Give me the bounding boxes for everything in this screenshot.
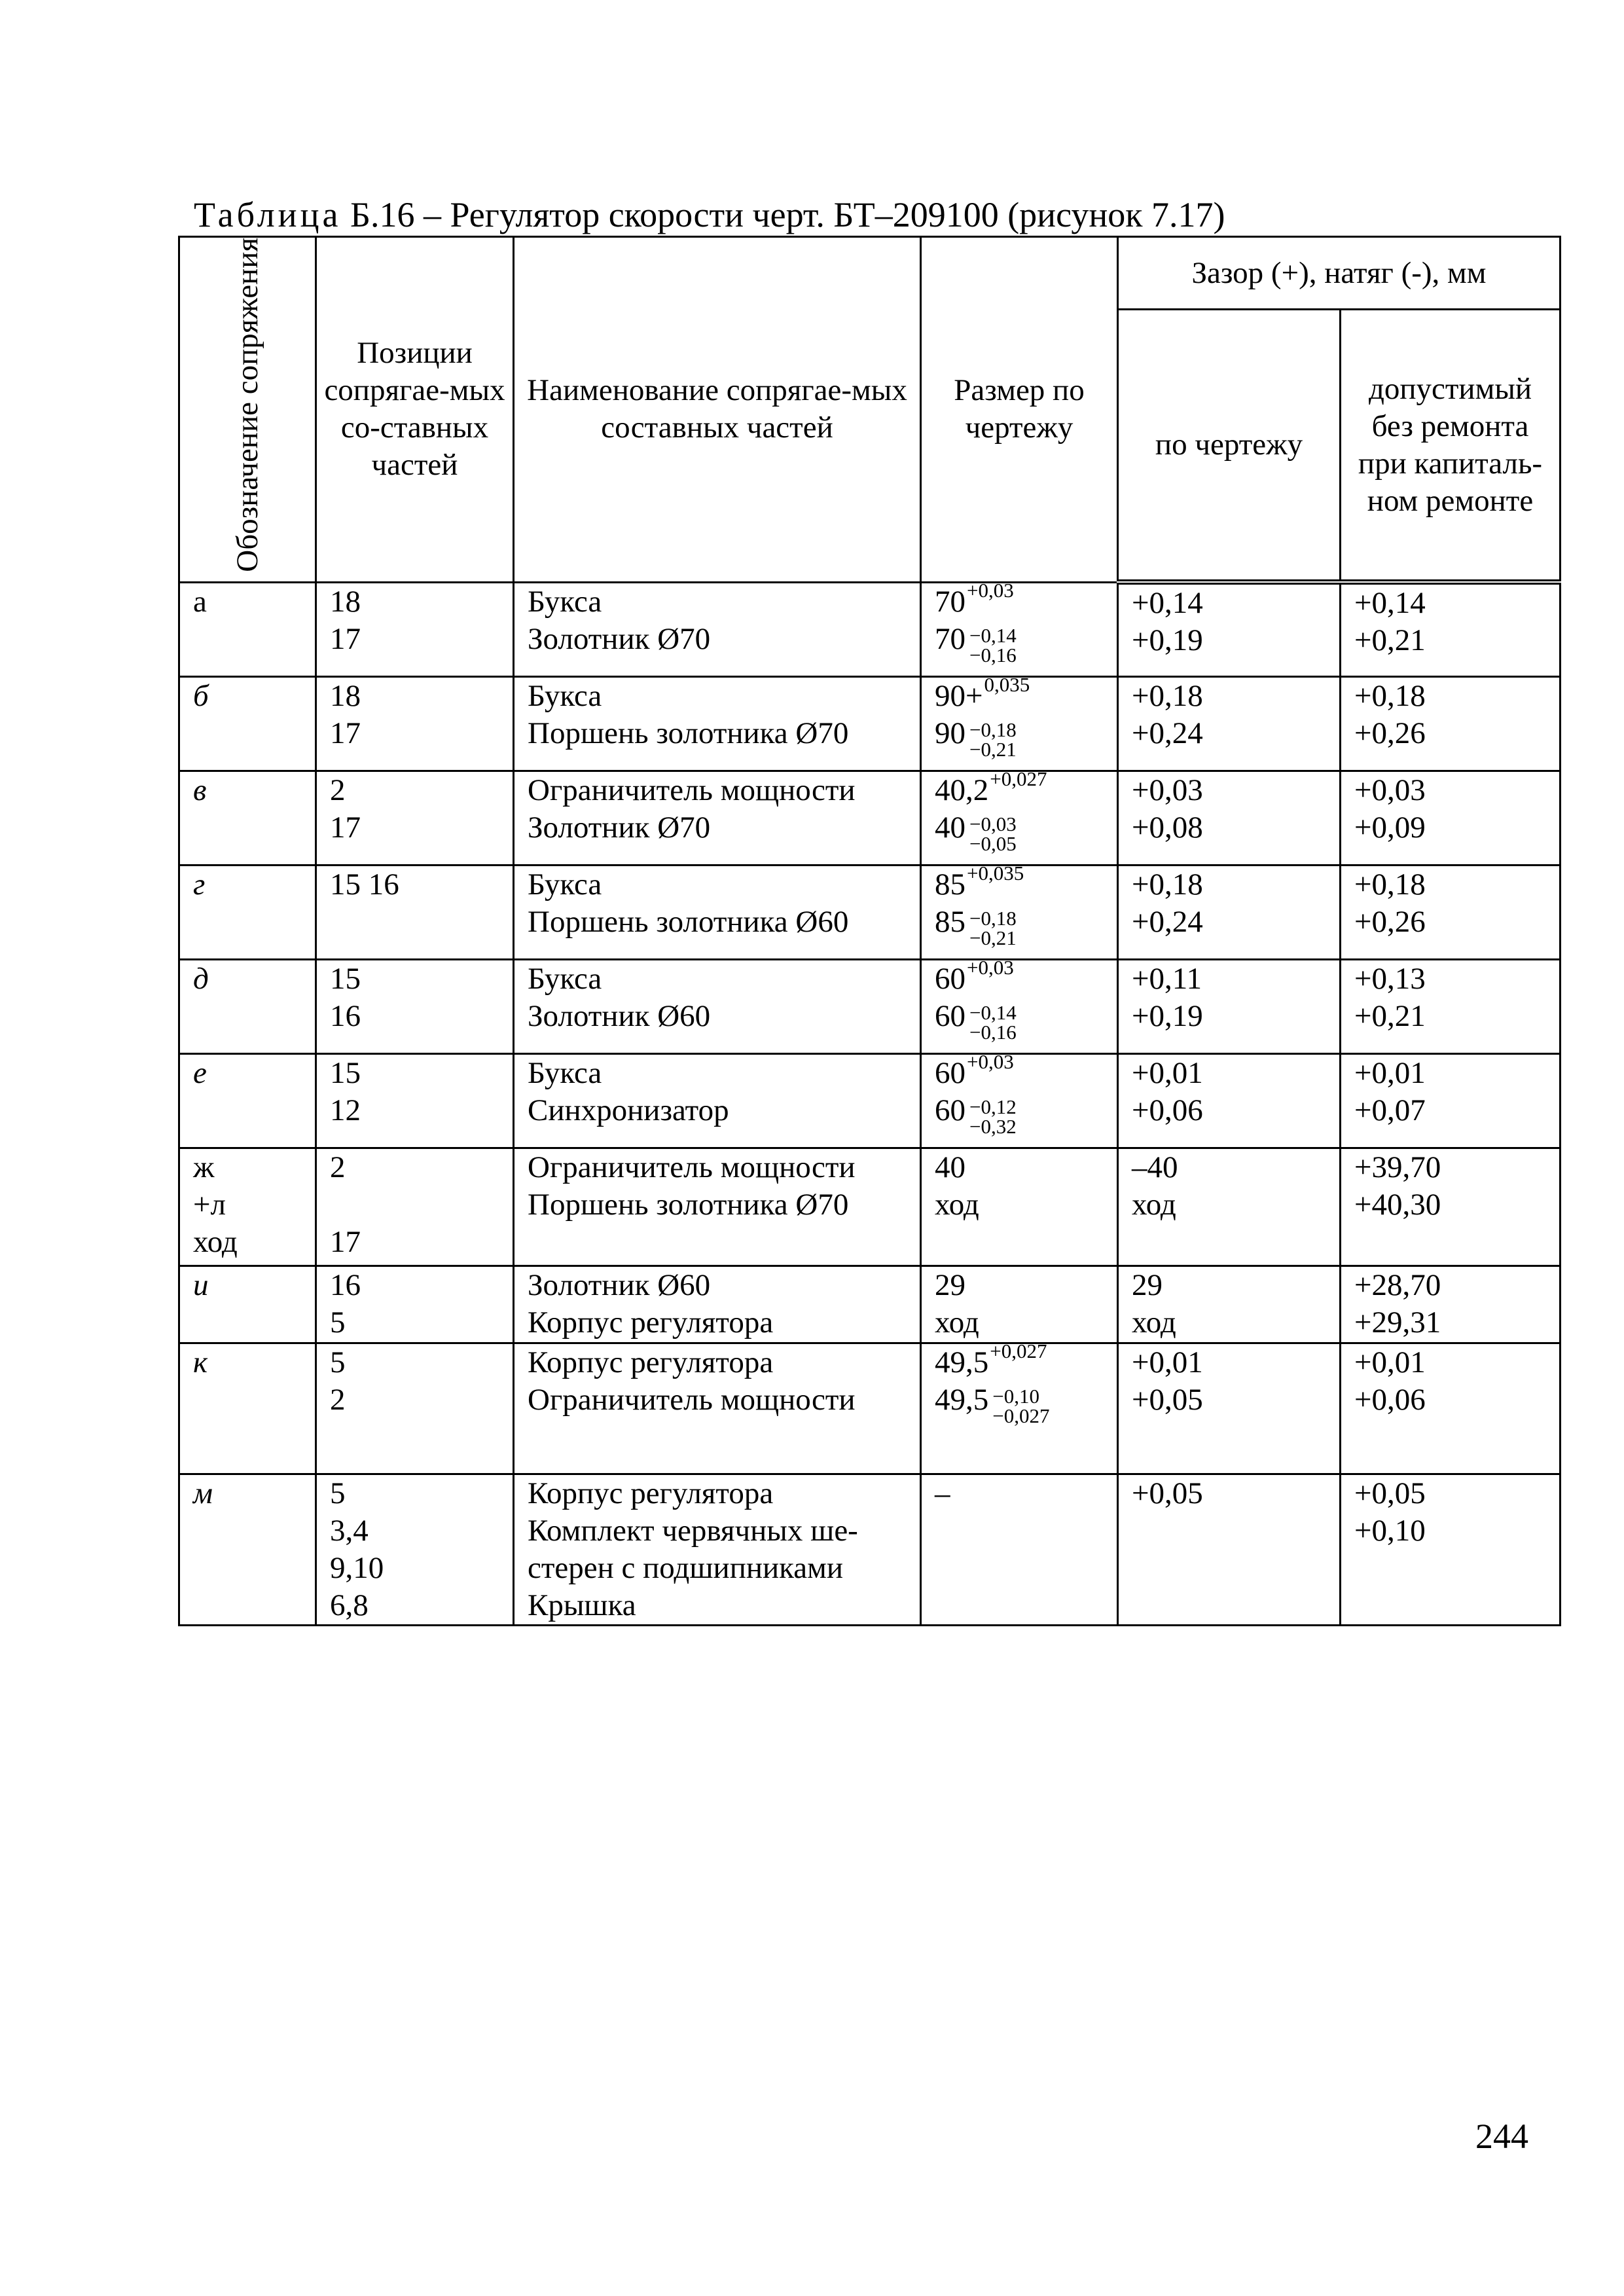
dimension: [935, 1092, 1117, 1138]
header-allowed: допустимый без ремонта при капиталь-ном ремонте: [1341, 310, 1561, 583]
allowed-cell-line: +39,70: [1354, 1150, 1441, 1184]
dimension-base: 90+: [935, 678, 983, 713]
allowed-cell: [1341, 582, 1561, 676]
per-drawing-cell-line: +0,05: [1132, 1476, 1203, 1510]
per-drawing-cell: [1118, 1148, 1341, 1266]
size-cell: [921, 1148, 1118, 1266]
size-cell: [921, 955, 1118, 1053]
positions-cell: [316, 582, 514, 676]
positions-cell-line: 17: [330, 716, 361, 750]
dimension-base: 85: [935, 867, 965, 902]
per-drawing-cell-line: +0,01: [1132, 1055, 1203, 1090]
tolerance-upper: −0,18: [969, 718, 1017, 741]
positions-cell-line: 6,8: [330, 1588, 369, 1622]
size-cell: [921, 1474, 1118, 1625]
positions-cell-line: 5: [330, 1305, 346, 1339]
name-cell: [514, 771, 921, 865]
table-row: [179, 1053, 1561, 1148]
allowed-cell-line: +0,26: [1354, 716, 1426, 750]
size-cell: [921, 1339, 1118, 1474]
per-drawing-cell-line: +0,19: [1132, 623, 1203, 658]
dimension: [935, 903, 1117, 949]
tolerance-range: [969, 906, 1017, 949]
dimension: [935, 861, 1117, 903]
allowed-cell-line: +0,03: [1354, 773, 1426, 807]
per-drawing-cell: [1118, 1343, 1341, 1474]
per-drawing-cell: [1118, 865, 1341, 959]
tolerance-lower: −0,027: [992, 1404, 1050, 1427]
tolerance-upper: +0,03: [967, 578, 1014, 602]
allowed-cell: [1341, 676, 1561, 771]
per-drawing-cell-line: 29: [1132, 1267, 1163, 1302]
header-size: Размер по чертежу: [921, 237, 1118, 583]
allowed-cell: [1341, 959, 1561, 1053]
designation-cell: [179, 676, 316, 771]
per-drawing-cell-line: +0,14: [1132, 586, 1203, 621]
name-cell-line: Букса: [528, 961, 602, 996]
name-cell-line: Поршень золотника Ø60: [528, 904, 849, 939]
tolerance-upper: −0,14: [969, 623, 1017, 647]
dimension-base: 70: [935, 621, 965, 656]
positions-cell-line: 17: [330, 1224, 361, 1259]
allowed-cell: [1341, 1148, 1561, 1266]
name-cell-line: Ограничитель мощности: [528, 1382, 856, 1417]
per-drawing-cell-line: +0,18: [1132, 678, 1203, 713]
name-cell-line: Золотник Ø60: [528, 998, 711, 1033]
positions-cell-line: 15: [330, 1055, 361, 1090]
allowed-cell-line: +0,21: [1354, 623, 1426, 658]
allowed-cell: [1341, 865, 1561, 959]
tolerance-lower: −0,21: [969, 926, 1017, 949]
per-drawing-cell: [1118, 1053, 1341, 1148]
allowed-cell-line: +0,01: [1354, 1345, 1426, 1379]
dimension-base: 49,5: [935, 1345, 989, 1379]
dimension: [935, 955, 1117, 998]
allowed-cell: [1341, 771, 1561, 865]
dimension-base: 49,5: [935, 1382, 989, 1417]
dimension-base: 60: [935, 1055, 965, 1090]
positions-cell-line: 15 16: [330, 867, 399, 902]
allowed-cell-line: +0,18: [1354, 867, 1426, 902]
designation-cell-line: е: [193, 1055, 207, 1090]
name-cell-line: Ограничитель мощности: [528, 773, 856, 807]
size-cell: [921, 578, 1118, 676]
allowed-cell-line: +40,30: [1354, 1187, 1441, 1222]
designation-cell-line: д: [193, 961, 209, 996]
per-drawing-cell: [1118, 771, 1341, 865]
positions-cell: [316, 1053, 514, 1148]
allowed-cell: [1341, 1053, 1561, 1148]
allowed-cell-line: +28,70: [1354, 1267, 1441, 1302]
dimension: [935, 1304, 1117, 1341]
name-cell-line: Букса: [528, 867, 602, 902]
designation-cell-line: в: [193, 773, 207, 807]
dimension-base: 90: [935, 716, 965, 750]
positions-cell-line: 16: [330, 1267, 361, 1302]
caption-word: Таблица: [194, 195, 342, 234]
positions-cell-line: 5: [330, 1476, 346, 1510]
table-row: [179, 1343, 1561, 1474]
per-drawing-cell: [1118, 959, 1341, 1053]
name-cell-line: стерен с подшипниками: [528, 1550, 844, 1585]
name-cell-line: Корпус регулятора: [528, 1476, 774, 1510]
positions-cell: [316, 865, 514, 959]
tolerance-upper: 0,035: [984, 672, 1030, 696]
mating-parts-table: [178, 236, 1561, 1626]
name-cell-line: Синхронизатор: [528, 1093, 729, 1127]
positions-cell-line: 9,10: [330, 1550, 384, 1585]
tolerance-range: [992, 1384, 1050, 1427]
designation-cell: [179, 1053, 316, 1148]
positions-cell-line: 2: [330, 1150, 346, 1184]
allowed-cell-line: +0,14: [1354, 586, 1426, 621]
designation-cell-line: м: [193, 1476, 213, 1510]
name-cell: [514, 865, 921, 959]
per-drawing-cell-line: ход: [1132, 1187, 1176, 1222]
per-drawing-cell-line: +0,24: [1132, 716, 1203, 750]
allowed-cell: [1341, 1266, 1561, 1343]
per-drawing-cell-line: +0,05: [1132, 1382, 1203, 1417]
positions-cell-line: 2: [330, 773, 346, 807]
dimension-base: 70: [935, 584, 965, 619]
tolerance-upper: −0,14: [969, 1000, 1017, 1024]
positions-cell-line: 5: [330, 1345, 346, 1379]
positions-cell-line: 16: [330, 998, 361, 1033]
designation-cell: [179, 1343, 316, 1474]
designation-cell-line: г: [193, 867, 206, 902]
table-row: [179, 1266, 1561, 1343]
tolerance-range: [969, 814, 1017, 854]
positions-cell: [316, 1148, 514, 1266]
designation-cell: [179, 582, 316, 676]
designation-cell: [179, 1266, 316, 1343]
allowed-cell: [1341, 1474, 1561, 1625]
allowed-cell-line: +0,05: [1354, 1476, 1426, 1510]
dimension-base: 40,2: [935, 773, 989, 807]
positions-cell-line: 12: [330, 1093, 361, 1127]
per-drawing-cell-line: +0,24: [1132, 904, 1203, 939]
dimension: [935, 1267, 1117, 1304]
dimension: [935, 1186, 1117, 1224]
dimension-base: 60: [935, 961, 965, 996]
positions-cell: [316, 1266, 514, 1343]
dimension: [935, 715, 1117, 761]
designation-cell-line: +л: [193, 1187, 226, 1222]
designation-cell: [179, 1474, 316, 1625]
name-cell-line: Комплект червячных ше-: [528, 1513, 858, 1548]
name-cell-line: Золотник Ø70: [528, 810, 711, 845]
name-cell-line: Крышка: [528, 1588, 636, 1622]
name-cell-line: Поршень золотника Ø70: [528, 716, 849, 750]
positions-cell: [316, 771, 514, 865]
dimension-base: 40: [935, 810, 965, 845]
tolerance-range: [969, 720, 1017, 759]
positions-cell-line: 15: [330, 961, 361, 996]
per-drawing-cell-line: +0,06: [1132, 1093, 1203, 1127]
tolerance-range: [969, 623, 1017, 666]
positions-cell: [316, 676, 514, 771]
tolerance-lower: −0,21: [969, 737, 1017, 761]
name-cell-line: Золотник Ø70: [528, 621, 711, 656]
name-cell-line: Золотник Ø60: [528, 1267, 711, 1302]
header-designation: Обозначение сопряжения: [179, 237, 316, 583]
tolerance-upper: +0,03: [967, 1049, 1014, 1073]
table-row: [179, 959, 1561, 1053]
table-row: [179, 1148, 1561, 1266]
allowed-cell-line: +0,01: [1354, 1055, 1426, 1090]
dimension-base: 85: [935, 904, 965, 939]
positions-cell-line: 17: [330, 810, 361, 845]
name-cell-line: Поршень золотника Ø70: [528, 1187, 849, 1222]
size-cell: [921, 1266, 1118, 1343]
tolerance-upper: +0,035: [967, 861, 1024, 884]
tolerance-lower: −0,05: [969, 831, 1017, 855]
allowed-cell-line: +0,18: [1354, 678, 1426, 713]
name-cell: [514, 676, 921, 771]
allowed-cell-line: +0,09: [1354, 810, 1426, 845]
designation-cell-line: ход: [193, 1224, 238, 1259]
size-cell: [921, 672, 1118, 771]
tolerance-upper: +0,03: [967, 955, 1014, 979]
positions-cell-line: 18: [330, 678, 361, 713]
tolerance-upper: +0,027: [990, 767, 1047, 790]
tolerance-lower: −0,16: [969, 1020, 1017, 1044]
designation-cell: [179, 771, 316, 865]
dimension-base: 29: [935, 1267, 965, 1302]
tolerance-upper: +0,027: [990, 1339, 1047, 1362]
size-cell: [921, 1049, 1118, 1148]
name-cell: [514, 1343, 921, 1474]
size-cell: [921, 861, 1118, 959]
dimension: [935, 578, 1117, 621]
designation-cell-line: б: [193, 678, 209, 713]
per-drawing-cell-line: +0,18: [1132, 867, 1203, 902]
positions-cell-line: 17: [330, 621, 361, 656]
name-cell: [514, 1474, 921, 1625]
positions-cell-line: 18: [330, 584, 361, 619]
name-cell: [514, 1053, 921, 1148]
dimension-base: ход: [935, 1305, 979, 1339]
per-drawing-cell-line: ход: [1132, 1305, 1176, 1339]
dimension: [935, 621, 1117, 666]
designation-cell: [179, 865, 316, 959]
dimension: [935, 1475, 1117, 1512]
positions-cell-line: [330, 1186, 513, 1224]
designation-cell: [179, 1148, 316, 1266]
name-cell: [514, 1148, 921, 1266]
dimension: [935, 767, 1117, 809]
name-cell: [514, 1266, 921, 1343]
tolerance-upper: −0,18: [969, 906, 1017, 930]
per-drawing-cell-line: +0,08: [1132, 810, 1203, 845]
per-drawing-cell: [1118, 676, 1341, 771]
dimension: [935, 1381, 1117, 1427]
header-positions: Позиции сопрягае-мых со-ставных частей: [316, 237, 514, 583]
per-drawing-cell-line: +0,19: [1132, 998, 1203, 1033]
per-drawing-cell: [1118, 1474, 1341, 1625]
per-drawing-cell: [1118, 582, 1341, 676]
tolerance-upper: −0,03: [969, 812, 1017, 835]
name-cell-line: Ограничитель мощности: [528, 1150, 856, 1184]
positions-cell-line: 2: [330, 1382, 346, 1417]
dimension-base: 60: [935, 1093, 965, 1127]
table-row: [179, 676, 1561, 771]
allowed-cell-line: +0,07: [1354, 1093, 1426, 1127]
tolerance-upper: −0,12: [969, 1095, 1017, 1118]
dimension: [935, 998, 1117, 1044]
designation-cell-line: а: [193, 584, 207, 619]
per-drawing-cell-line: –40: [1132, 1150, 1178, 1184]
per-drawing-cell-line: +0,11: [1132, 961, 1202, 996]
allowed-cell-line: +0,26: [1354, 904, 1426, 939]
table-row: [179, 582, 1561, 676]
allowed-cell-line: +0,21: [1354, 998, 1426, 1033]
positions-cell-line: 3,4: [330, 1513, 369, 1548]
tolerance-lower: −0,32: [969, 1114, 1017, 1138]
dimension-base: 60: [935, 998, 965, 1033]
positions-cell: [316, 1474, 514, 1625]
name-cell: [514, 582, 921, 676]
designation-cell-line: к: [193, 1345, 208, 1379]
tolerance-upper: −0,10: [992, 1384, 1039, 1408]
tolerance-range: [969, 1097, 1017, 1137]
table-caption: [194, 194, 1225, 236]
dimension: [935, 672, 1117, 715]
designation-cell-line: ж: [193, 1150, 215, 1184]
name-cell-line: Букса: [528, 584, 602, 619]
name-cell-line: Букса: [528, 678, 602, 713]
dimension-base: ход: [935, 1187, 979, 1222]
table-row: [179, 771, 1561, 865]
size-cell: [921, 767, 1118, 865]
dimension: [935, 1049, 1117, 1092]
name-cell-line: Корпус регулятора: [528, 1305, 774, 1339]
dimension: [935, 1339, 1117, 1381]
positions-cell: [316, 959, 514, 1053]
table-row: [179, 1474, 1561, 1625]
name-cell: [514, 959, 921, 1053]
dimension: [935, 809, 1117, 855]
per-drawing-cell: [1118, 1266, 1341, 1343]
header-gap-group: Зазор (+), натяг (-), мм: [1118, 237, 1561, 310]
name-cell-line: Корпус регулятора: [528, 1345, 774, 1379]
name-cell-line: Букса: [528, 1055, 602, 1090]
allowed-cell: [1341, 1343, 1561, 1474]
caption-text: Б.16 – Регулятор скорости черт. БТ–209100 (рисунок 7.17): [350, 195, 1225, 234]
table-body: [179, 578, 1561, 1625]
per-drawing-cell-line: +0,01: [1132, 1345, 1203, 1379]
header-per-drawing: по чертежу: [1118, 310, 1341, 583]
tolerance-lower: −0,16: [969, 643, 1017, 666]
page-number: 244: [1475, 2117, 1528, 2156]
allowed-cell-line: +0,13: [1354, 961, 1426, 996]
per-drawing-cell-line: +0,03: [1132, 773, 1203, 807]
dimension-base: 40: [935, 1150, 965, 1184]
allowed-cell-line: +29,31: [1354, 1305, 1441, 1339]
positions-cell: [316, 1343, 514, 1474]
table-row: [179, 865, 1561, 959]
header-name: Наименование сопрягае-мых составных частей: [514, 237, 921, 583]
designation-cell: [179, 959, 316, 1053]
designation-cell-line: и: [193, 1267, 209, 1302]
tolerance-range: [969, 1000, 1017, 1044]
allowed-cell-line: +0,06: [1354, 1382, 1426, 1417]
allowed-cell-line: +0,10: [1354, 1513, 1426, 1548]
dimension: [935, 1149, 1117, 1186]
dimension-base: –: [935, 1476, 950, 1510]
